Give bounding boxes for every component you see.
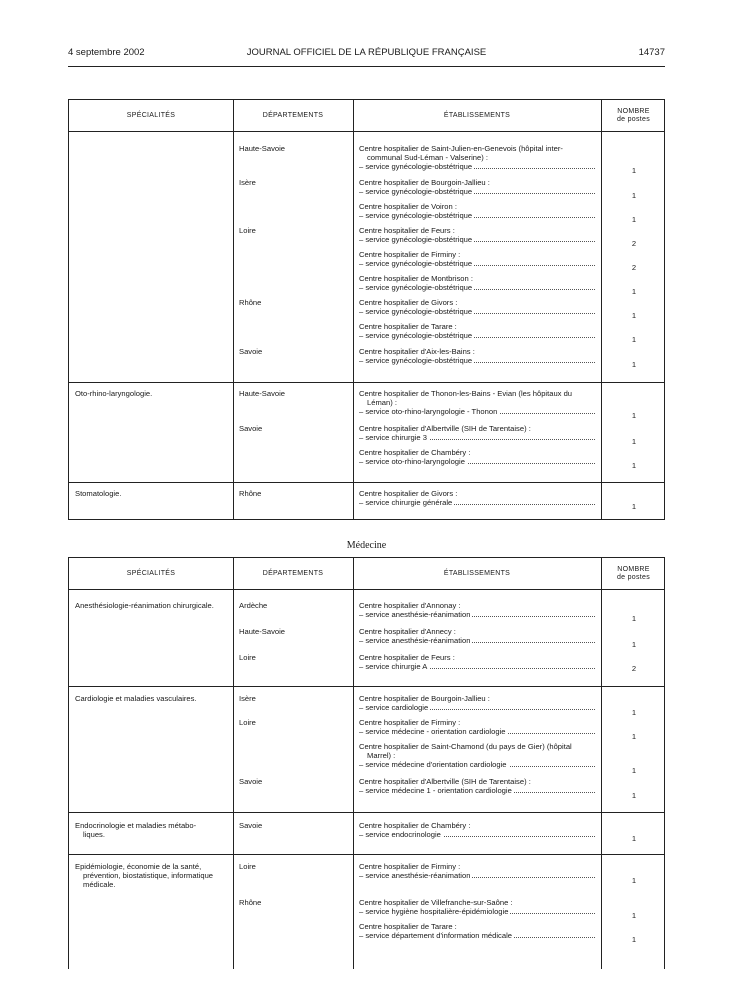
de-postes-label: de postes	[616, 573, 651, 581]
etablissement: Centre hospitalier d'Albertville (SIH de Tarentaise) : – service médecine 1 - orientation cardiologie	[359, 777, 595, 795]
etablissement: Centre hospitalier d'Annecy : – service anesthésie-réanimation	[359, 627, 595, 645]
etablissement: Centre hospitalier de Chambéry : – service endocrinologie	[359, 821, 595, 839]
nombre-postes: 1	[631, 311, 637, 320]
section-title: Médecine	[346, 540, 387, 551]
departement: Savoie	[239, 347, 347, 356]
nombre-label: NOMBRE	[617, 107, 650, 115]
nombre-postes: 1	[631, 502, 637, 511]
departement: Ardèche	[239, 601, 347, 610]
page-number: 14737	[638, 47, 665, 58]
nombre-postes: 1	[631, 215, 637, 224]
etablissement: Centre hospitalier de Feurs : – service chirurgie A	[359, 653, 595, 671]
etablissement: Centre hospitalier de Firminy : – service médecine - orientation cardiologie	[359, 718, 595, 736]
departement: Loire	[239, 862, 347, 871]
journal-title: JOURNAL OFFICIEL DE LA RÉPUBLIQUE FRANÇAISE	[246, 47, 487, 58]
nombre-postes: 1	[631, 791, 637, 800]
etablissement: Centre hospitalier de Feurs : – service gynécologie-obstétrique	[359, 226, 595, 244]
nombre-postes: 1	[631, 911, 637, 920]
etablissement: Centre hospitalier de Bourgoin-Jallieu : – service cardiologie	[359, 694, 595, 712]
header-row-divider	[69, 589, 664, 590]
departement: Rhône	[239, 298, 347, 307]
column-divider	[353, 558, 354, 969]
nombre-postes: 1	[631, 437, 637, 446]
departement: Haute-Savoie	[239, 389, 347, 398]
nombre-postes: 1	[631, 461, 637, 470]
etablissement: Centre hospitalier de Chambéry : – service oto-rhino-laryngologie	[359, 448, 595, 466]
etablissement: Centre hospitalier de Firminy : – service gynécologie-obstétrique	[359, 250, 595, 268]
etablissement: Centre hospitalier de Givors : – service chirurgie générale	[359, 489, 595, 507]
departement: Rhône	[239, 898, 347, 907]
specialite: Cardiologie et maladies vasculaires.	[75, 694, 197, 703]
row-divider	[69, 812, 664, 813]
departement: Rhône	[239, 489, 347, 498]
etablissement: Centre hospitalier de Montbrison : – service gynécologie-obstétrique	[359, 274, 595, 292]
etablissement: Centre hospitalier de Firminy : – service anesthésie-réanimation	[359, 862, 595, 880]
nombre-postes: 1	[631, 834, 637, 843]
header-rule	[68, 66, 665, 67]
specialite: Stomatologie.	[75, 489, 122, 498]
nombre-postes: 1	[631, 360, 637, 369]
column-divider	[233, 558, 234, 969]
col-header-specialites: SPÉCIALITÉS	[126, 111, 176, 119]
nombre-postes: 1	[631, 640, 637, 649]
page-header	[68, 47, 665, 61]
col-header-nombre	[601, 558, 666, 589]
table-chirurgie	[68, 99, 665, 520]
nombre-postes: 1	[631, 614, 637, 623]
specialite: Anesthésiologie-réanimation chirurgicale.	[75, 601, 214, 610]
specialite: Endocrinologie et maladies métabo- liques.	[75, 821, 197, 839]
nombre-postes: 2	[631, 664, 637, 673]
etablissement: Centre hospitalier de Thonon-les-Bains - Evian (les hôpitaux du Léman) : – service oto-rhino-laryngologie - Thonon	[359, 389, 595, 416]
table-medecine	[68, 557, 665, 969]
row-divider	[69, 686, 664, 687]
etablissement: Centre hospitalier de Saint-Julien-en-Genevois (hôpital inter- communal Sud-Léman - Valserine) : – service gynécologie-obstétrique	[359, 144, 595, 171]
departement: Haute-Savoie	[239, 627, 347, 636]
col-header-departements: DÉPARTEMENTS	[262, 569, 324, 577]
column-divider	[233, 100, 234, 519]
etablissement: Centre hospitalier de Tarare : – service gynécologie-obstétrique	[359, 322, 595, 340]
header-date: 4 septembre 2002	[68, 47, 145, 58]
nombre-postes: 1	[631, 287, 637, 296]
departement: Isère	[239, 178, 347, 187]
etablissement: Centre hospitalier d'Annonay : – service anesthésie-réanimation	[359, 601, 595, 619]
departement: Loire	[239, 718, 347, 727]
row-divider	[69, 482, 664, 483]
col-header-specialites: SPÉCIALITÉS	[126, 569, 176, 577]
row-divider	[69, 854, 664, 855]
nombre-postes: 1	[631, 732, 637, 741]
departement: Loire	[239, 653, 347, 662]
col-header-nombre	[601, 100, 666, 131]
etablissement: Centre hospitalier de Voiron : – service gynécologie-obstétrique	[359, 202, 595, 220]
col-header-etablissements: ÉTABLISSEMENTS	[443, 111, 511, 119]
nombre-postes: 1	[631, 876, 637, 885]
departement: Isère	[239, 694, 347, 703]
departement: Savoie	[239, 821, 347, 830]
col-header-etablissements: ÉTABLISSEMENTS	[443, 569, 511, 577]
nombre-postes: 1	[631, 766, 637, 775]
column-divider	[601, 100, 602, 519]
nombre-postes: 1	[631, 935, 637, 944]
etablissement: Centre hospitalier d'Albertville (SIH de Tarentaise) : – service chirurgie 3	[359, 424, 595, 442]
specialite: Epidémiologie, économie de la santé, prévention, biostatistique, informatique médicale.	[75, 862, 214, 889]
nombre-postes: 1	[631, 708, 637, 717]
nombre-postes: 1	[631, 411, 637, 420]
etablissement: Centre hospitalier de Saint-Chamond (du pays de Gier) (hôpital Marrel) : – service médecine d'orientation cardiologie	[359, 742, 595, 769]
nombre-postes: 2	[631, 263, 637, 272]
column-divider	[601, 558, 602, 969]
etablissement: Centre hospitalier de Bourgoin-Jallieu : – service gynécologie-obstétrique	[359, 178, 595, 196]
etablissement: Centre hospitalier de Tarare : – service département d'information médicale	[359, 922, 595, 940]
col-header-departements: DÉPARTEMENTS	[262, 111, 324, 119]
nombre-postes: 1	[631, 191, 637, 200]
nombre-postes: 2	[631, 239, 637, 248]
header-row-divider	[69, 131, 664, 132]
etablissement: Centre hospitalier de Givors : – service gynécologie-obstétrique	[359, 298, 595, 316]
departement: Savoie	[239, 424, 347, 433]
specialite: Oto-rhino-laryngologie.	[75, 389, 153, 398]
departement: Haute-Savoie	[239, 144, 347, 153]
etablissement: Centre hospitalier de Villefranche-sur-Saône : – service hygiène hospitalière-épidémiologie	[359, 898, 595, 916]
nombre-postes: 1	[631, 166, 637, 175]
row-divider	[69, 382, 664, 383]
nombre-postes: 1	[631, 335, 637, 344]
de-postes-label: de postes	[616, 115, 651, 123]
nombre-label: NOMBRE	[617, 565, 650, 573]
etablissement: Centre hospitalier d'Aix-les-Bains : – service gynécologie-obstétrique	[359, 347, 595, 365]
departement: Savoie	[239, 777, 347, 786]
column-divider	[353, 100, 354, 519]
departement: Loire	[239, 226, 347, 235]
